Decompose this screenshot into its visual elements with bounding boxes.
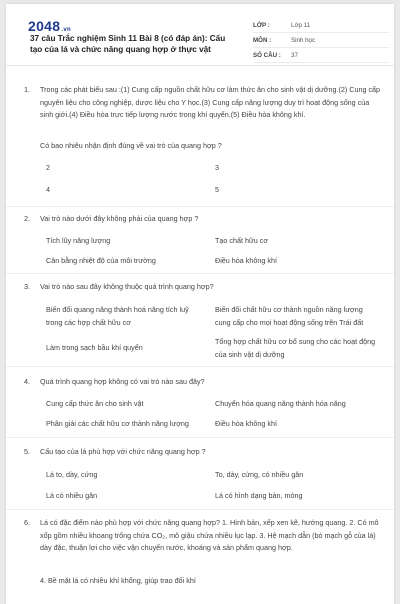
meta-key: MÔN : (253, 36, 272, 44)
question-number: 4. (24, 377, 30, 386)
question-subtext: 4. Bề mặt lá có nhiều khí khổng, giúp trao đổi khí (40, 576, 196, 585)
divider (6, 273, 394, 274)
answer-option[interactable]: Cung cấp thức ăn cho sinh vật (46, 399, 144, 408)
divider (6, 366, 394, 367)
answer-option[interactable]: Lá có hình dạng bản, mỏng (215, 491, 303, 500)
answer-option[interactable]: Tích lũy năng lượng (46, 236, 111, 245)
meta-row-count (253, 48, 389, 63)
meta-table (253, 18, 389, 63)
question-number: 6. (24, 518, 30, 527)
meta-value: Lớp 11 (291, 21, 311, 29)
question-number: 3. (24, 282, 30, 291)
answer-option[interactable]: To, dày, cứng, có nhiều gân (215, 470, 304, 479)
answer-option[interactable]: Điều hòa không khí (215, 419, 277, 428)
question-subtext: Có bao nhiêu nhận định đúng về vai trò của quang hợp ? (40, 141, 222, 150)
meta-key: LỚP : (253, 21, 270, 29)
answer-option[interactable]: 4 (46, 185, 50, 194)
question-number: 5. (24, 447, 30, 456)
meta-row-subject (253, 33, 389, 48)
divider (6, 509, 394, 510)
divider (6, 206, 394, 207)
question-text: Quá trình quang hợp không có vai trò nào sau đây? (40, 377, 205, 386)
divider (6, 437, 394, 438)
answer-option[interactable]: Lá có nhiều gân (46, 491, 98, 500)
answer-option[interactable]: Biến đổi chất hữu cơ thành nguồn năng lượng cung cấp cho mọi hoạt động sống trên Trái đất (215, 305, 364, 327)
document-header (6, 4, 394, 66)
answer-option[interactable]: 3 (215, 163, 219, 172)
answer-option[interactable]: 5 (215, 185, 219, 194)
answer-option[interactable]: Cân bằng nhiệt độ của môi trường (46, 256, 156, 265)
answer-option[interactable]: Tổng hợp chất hữu cơ bổ sung cho các hoạt động của sinh vật dị dưỡng (215, 337, 376, 359)
meta-value: Sinh học (291, 36, 316, 44)
answer-option[interactable]: Điều hòa không khí (215, 256, 277, 265)
answer-option[interactable]: Làm trong sạch bầu khí quyển (46, 343, 143, 352)
question-text: Vai trò nào dưới đây không phải của quang hợp ? (40, 214, 199, 223)
answer-option[interactable]: 2 (46, 163, 50, 172)
question-text: Cấu tạo của lá phù hợp với chức năng quang hợp ? (40, 447, 206, 456)
question-list (6, 66, 394, 604)
answer-option[interactable]: Tạo chất hữu cơ (215, 236, 269, 245)
document-title: 37 câu Trắc nghiệm Sinh 11 Bài 8 (có đáp án): Cấu tạo của lá và chức năng quang hợp ở thực vật (30, 34, 226, 54)
question-number: 1. (24, 85, 30, 94)
question-text: Trong các phát biểu sau :(1) Cung cấp nguồn chất hữu cơ làm thức ăn cho sinh vật dị dưỡng.(2) Cung cấp nguyên liệu cho công nghiệp, dược liệu cho Y học.(3) Cung cấp năng lượng duy trì hoạt động sống của sinh giới.(4) Điều hòa trực tiếp lượng nước trong khí quyển.(5) Điều hòa không khí. (40, 85, 381, 119)
meta-value: 37 (291, 51, 298, 59)
answer-option[interactable]: Lá to, dày, cứng (46, 470, 98, 479)
site-logo[interactable]: 2048.vn (28, 18, 71, 34)
document-page (6, 4, 394, 604)
answer-option[interactable]: Biến đổi quang năng thành hoá năng tích luỹ trong các hợp chất hữu cơ (46, 305, 189, 327)
question-text: Lá có đặc điểm nào phù hợp với chức năng quang hợp? 1. Hình bản, xếp xen kẽ, hướng quang. 2. Có mô xốp gồm nhiều khoang trống chứa CO₂, mô giậu chứa nhiều lục lạp. 3. Hệ mạch dẫn (bó mạch gỗ của lá) dày đặc, thuận lợi cho việc vận chuyển nước, khoáng và sản phẩm quang hợp. (40, 518, 379, 552)
answer-option[interactable]: Chuyển hóa quang năng thành hóa năng (215, 399, 346, 408)
question-text: Vai trò nào sau đây không thuộc quá trình quang hợp? (40, 282, 214, 291)
meta-key: SỐ CÂU : (253, 51, 281, 59)
answer-option[interactable]: Phân giải các chất hữu cơ thành năng lượng (46, 419, 189, 428)
question-number: 2. (24, 214, 30, 223)
meta-row-class (253, 18, 389, 33)
